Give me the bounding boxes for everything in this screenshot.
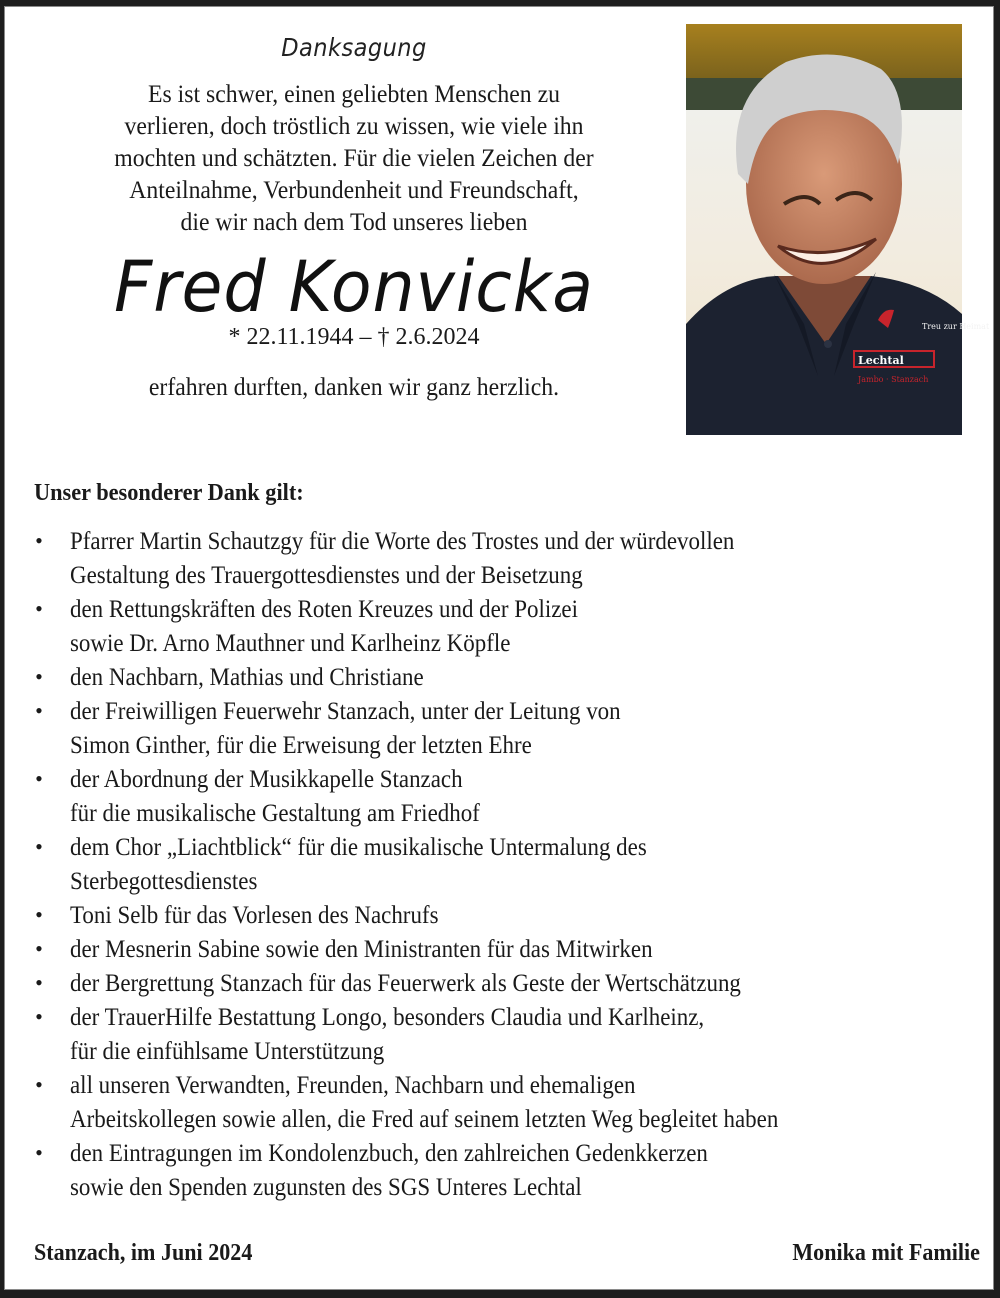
thanks-item-line: Gestaltung des Trauergottesdienstes und der Beisetzung [70,560,583,589]
closing-line: erfahren durften, danken wir ganz herzlich. [148,372,560,401]
bullet-icon: • [35,902,43,927]
thanks-heading: Unser besonderer Dank gilt: [34,480,304,506]
thanks-item-line: den Rettungskräften des Roten Kreuzes und der Polizei [70,594,578,623]
bullet-icon: • [35,766,43,791]
bullet-icon: • [35,664,43,689]
thanks-item-line: für die musikalische Gestaltung am Friedhof [70,798,480,827]
thanks-item-line: der Bergrettung Stanzach für das Feuerwerk als Geste der Wertschätzung [70,968,741,997]
intro-block [34,26,674,403]
deceased-name: Fred Konvicka [114,246,594,328]
thanks-item-line: den Eintragungen im Kondolenzbuch, den zahlreichen Gedenkkerzen [70,1138,708,1167]
thanks-list-item [30,932,990,966]
thanks-list-item [30,694,990,762]
thanks-item-line: der Freiwilligen Feuerwehr Stanzach, unter der Leitung von [70,696,621,725]
thanks-item-line: Arbeitskollegen sowie allen, die Fred auf seinem letzten Weg begleitet haben [70,1104,779,1133]
thanks-item-line: den Nachbarn, Mathias und Christiane [70,662,424,691]
thanks-item-line: all unseren Verwandten, Freunden, Nachbarn und ehemaligen [70,1070,636,1099]
thanks-list [30,524,990,1204]
bullet-icon: • [35,528,43,553]
thanks-item-line: der Mesnerin Sabine sowie den Ministranten für das Mitwirken [70,934,653,963]
intro-line: Es ist schwer, einen geliebten Menschen zu [148,79,560,108]
signature: Monika mit Familie [792,1240,980,1266]
bullet-icon: • [35,1004,43,1029]
thanks-list-item [30,1068,990,1136]
thanks-list-item [30,966,990,1000]
thanks-item-line: sowie den Spenden zugunsten des SGS Unteres Lechtal [70,1172,582,1201]
bullet-icon: • [35,596,43,621]
thanks-item-line: Toni Selb für das Vorlesen des Nachrufs [70,900,439,929]
bullet-icon: • [35,1072,43,1097]
life-dates: * 22.11.1944 – † 2.6.2024 [228,324,480,350]
thanks-list-item [30,762,990,830]
thanks-item-line: für die einfühlsame Unterstützung [70,1036,385,1065]
thanks-list-item [30,830,990,898]
logo-text-jambo: Jambo · Stanzach [858,375,929,384]
shirt-button [824,340,832,348]
thanks-list-item [30,1000,990,1068]
bullet-icon: • [35,834,43,859]
thanks-list-item [30,1136,990,1204]
thanks-item-line: Pfarrer Martin Schautzgy für die Worte des Trostes und der würdevollen [70,526,735,555]
thanks-list-item [30,898,990,932]
thanks-list-item [30,660,990,694]
thanks-list-item [30,524,990,592]
logo-text-lechtal: Lechtal [858,354,904,367]
intro-line: die wir nach dem Tod unseres lieben [180,207,528,236]
logo-text-treu: Treu zur Heimat [922,322,990,331]
bullet-icon: • [35,698,43,723]
obituary-notice [4,6,994,1290]
thanks-list-item [30,592,990,660]
bullet-icon: • [35,970,43,995]
notice-title: Danksagung [281,33,427,62]
thanks-item-line: Sterbegottesdienstes [70,866,258,895]
bullet-icon: • [35,936,43,961]
intro-line: mochten und schätzten. Für die vielen Zeichen der [114,143,594,172]
bullet-icon: • [35,1140,43,1165]
thanks-item-line: dem Chor „Liachtblick“ für die musikalische Untermalung des [70,832,647,861]
intro-line: verlieren, doch tröstlich zu wissen, wie viele ihn [124,111,584,140]
thanks-item-line: der TrauerHilfe Bestattung Longo, besonders Claudia und Karlheinz, [70,1002,705,1031]
thanks-item-line: Simon Ginther, für die Erweisung der letzten Ehre [70,730,532,759]
portrait-photo [686,24,990,435]
thanks-item-line: der Abordnung der Musikkapelle Stanzach [70,764,463,793]
thanks-item-line: sowie Dr. Arno Mauthner und Karlheinz Köpfle [70,628,511,657]
intro-line: Anteilnahme, Verbundenheit und Freundschaft, [129,175,579,204]
place-and-date: Stanzach, im Juni 2024 [34,1240,253,1266]
portrait-image [686,24,990,435]
